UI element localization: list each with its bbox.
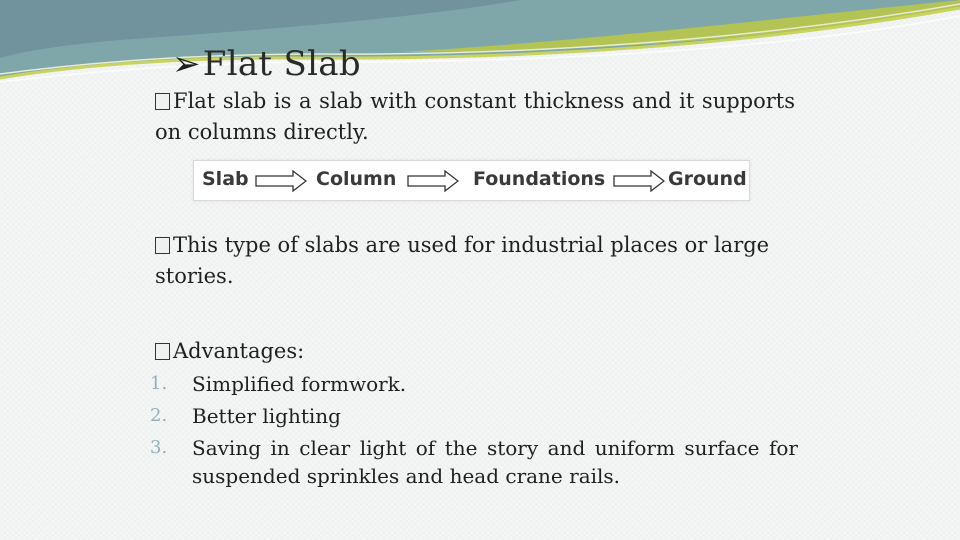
flow-step-ground: Ground [668, 168, 747, 190]
header-decoration [0, 0, 960, 100]
load-flow-diagram [193, 160, 750, 201]
arrow-right-icon [407, 170, 459, 192]
list-number: 1. [150, 373, 168, 394]
list-number: 2. [150, 405, 168, 426]
slide-title [172, 44, 361, 84]
list-item-text: Better lighting [192, 404, 341, 428]
square-bullet-icon [155, 343, 170, 360]
advantages-label: Advantages: [173, 339, 305, 363]
arrow-right-icon [255, 170, 307, 192]
advantages-heading [155, 336, 795, 367]
list-item-text: Simplified formwork. [192, 372, 407, 396]
paragraph-definition-text: Flat slab is a slab with constant thickness and it supports on columns directly. [155, 89, 795, 144]
arrow-bullet-icon: ➢ [172, 44, 201, 84]
arrow-right-icon [613, 170, 665, 192]
flow-step-column: Column [316, 168, 397, 190]
list-item [150, 370, 798, 398]
flow-step-slab: Slab [202, 168, 249, 190]
paragraph-definition [155, 86, 795, 148]
list-item [150, 402, 798, 430]
square-bullet-icon [155, 93, 170, 110]
advantages-list [150, 370, 798, 494]
paragraph-usage [155, 230, 795, 292]
slide-title-text: Flat Slab [202, 44, 361, 84]
list-item-text: Saving in clear light of the story and uniform surface for suspended sprinkles and head crane rails. [192, 436, 798, 488]
list-item [150, 434, 798, 490]
paragraph-usage-text: This type of slabs are used for industrial places or large stories. [155, 233, 770, 288]
square-bullet-icon [155, 237, 170, 254]
flow-step-foundations: Foundations [473, 168, 606, 190]
list-number: 3. [150, 437, 168, 458]
